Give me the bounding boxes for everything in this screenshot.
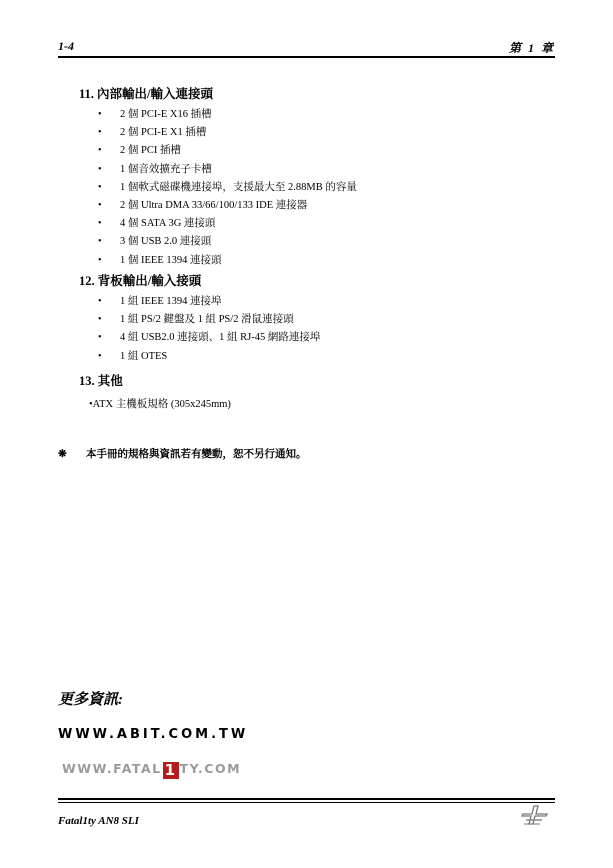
list-item: • 1 組 PS/2 鍵盤及 1 組 PS/2 滑鼠連接頭 [79,311,320,329]
section-rear-io [79,271,320,366]
bullet: • [98,314,102,326]
bullet: • [98,199,102,211]
product-name: Fatal1ty AN8 SLI [58,815,139,827]
bullet: • [98,163,102,175]
rear-io-list [79,293,320,366]
bullet: • [98,218,102,230]
bullet: • [98,145,102,157]
bullet: • [98,127,102,139]
bullet: • [98,296,102,307]
list-item: • 2 個 PCI 插槽 [79,142,357,160]
section-title: 13. 其他 [79,374,123,388]
atx-spec: •ATX 主機板規格 (305x245mm) [89,399,231,410]
list-item: • 1 個軟式磁碟機連接埠，支援最大至 2.88MB 的容量 [79,179,357,197]
header-rule [58,56,555,58]
list-item: • 2 個 PCI-E X1 插槽 [79,124,357,142]
note-symbol-icon: ❋ [58,449,67,460]
note-text: 本手冊的規格與資訊若有變動，恕不另行通知。 [86,449,307,460]
list-item: • 1 組 IEEE 1394 連接埠 [79,293,320,311]
section-other [79,371,123,389]
footer-rule-thin [58,802,555,803]
bullet: • [98,181,102,193]
disclaimer-note [58,446,307,461]
bullet: • [98,350,102,362]
list-item: • 4 組 USB2.0 連接頭、1 組 RJ-45 網路連接埠 [79,329,320,347]
section-title: 11. 內部輸出/輸入連接頭 [79,87,214,101]
footer-rule [58,798,555,800]
list-item: • 3 個 USB 2.0 連接頭 [79,233,357,251]
list-item: • 2 個 PCI-E X16 插槽 [79,106,357,124]
list-item: • 4 個 SATA 3G 連接頭 [79,215,357,233]
fatal1ty-url-link[interactable]: WWW.FATAL 1 TY.COM [62,761,242,779]
list-item: • 1 個音效擴充子卡槽 [79,161,357,179]
abit-url-link[interactable]: WWW.ABIT.COM.TW [58,727,249,742]
more-info-heading: 更多資訊: [58,692,123,708]
section-internal-io [79,84,357,270]
bullet: • [98,254,102,266]
chapter-label: 第 1 章 [508,41,555,55]
section-title: 12. 背板輸出/輸入接頭 [79,274,202,288]
page-number: 1-4 [58,39,74,53]
list-item: • 1 個 IEEE 1394 連接頭 [79,252,357,270]
fatal1ty-logo-icon [520,804,548,830]
bullet: • [98,109,102,120]
bullet: • [98,236,102,248]
list-item: • 1 組 OTES [79,348,320,366]
list-item: • 2 個 Ultra DMA 33/66/100/133 IDE 連接器 [79,197,357,215]
internal-io-list [79,106,357,270]
bullet: • [98,332,102,344]
